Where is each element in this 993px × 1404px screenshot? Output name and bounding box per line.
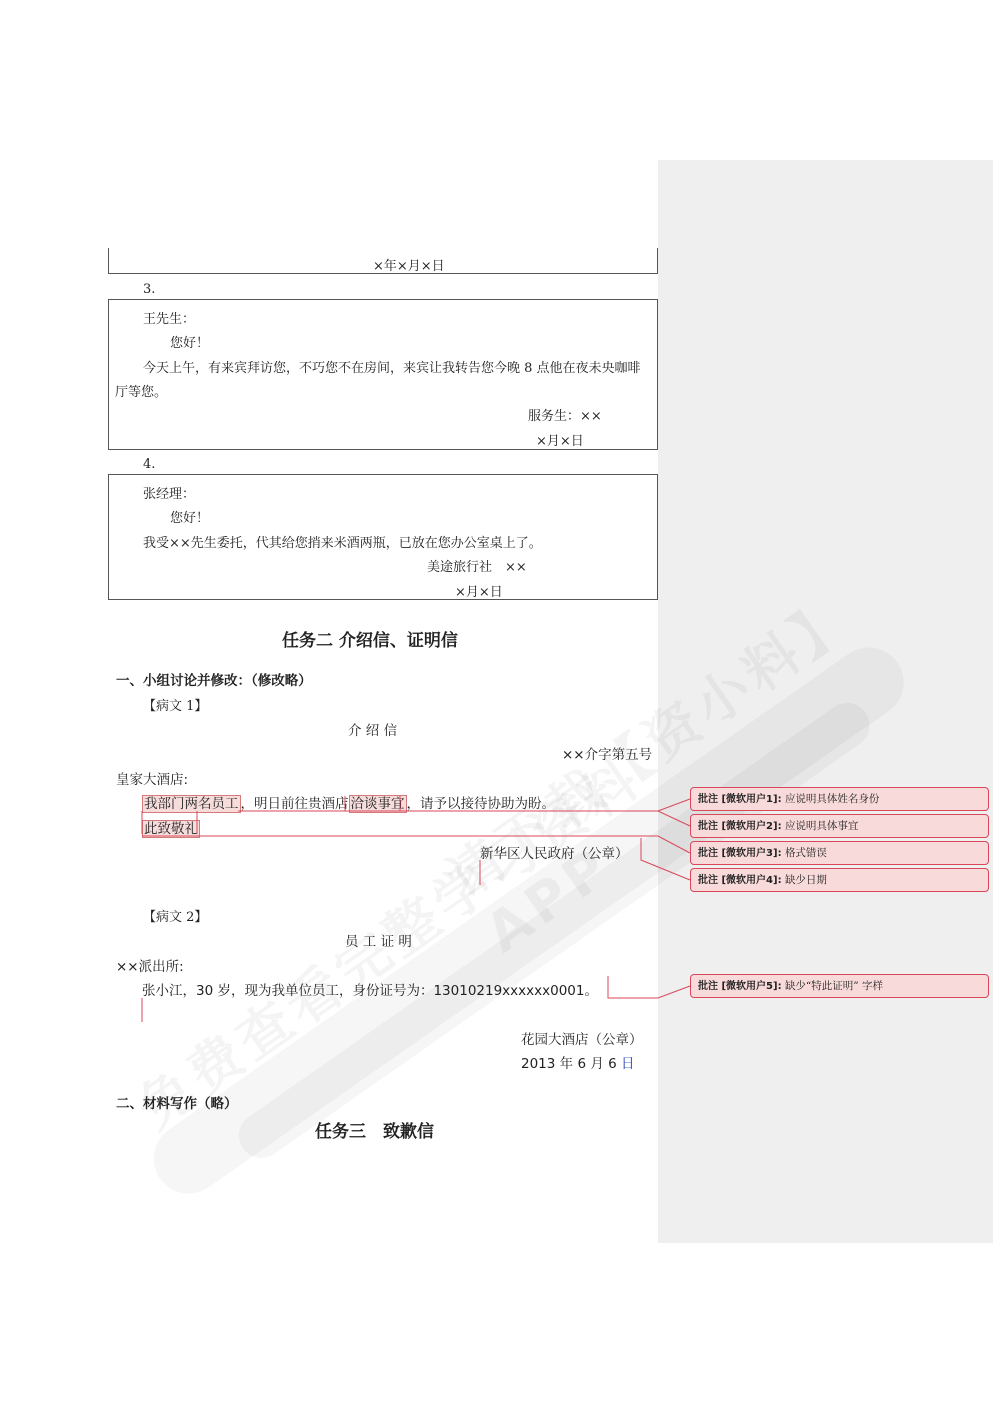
comment-anchor-1[interactable]: 我部门两名员工 (144, 796, 239, 812)
section-1-title: 一、小组讨论并修改：（修改略） (116, 673, 312, 689)
comment-balloon-2[interactable]: 批注 [微软用户2]: 应说明具体事宜 (690, 814, 989, 838)
task-2-title: 任务二 介绍信、证明信 (282, 631, 458, 651)
comment-anchor-2[interactable]: 洽谈事宜 (350, 796, 405, 812)
case-1-reference-number: ××介字第五号 (562, 747, 653, 763)
letter-4-body: 我受××先生委托，代其给您捎来米酒两瓶，已放在您办公室桌上了。 (143, 536, 542, 551)
letter-4-greeting: 您好！ (170, 511, 210, 526)
revision-inserted-text: 日 (621, 1056, 635, 1072)
comment-balloon-5[interactable]: 批注 [微软用户5]: 缺少“特此证明” 字样 (690, 974, 989, 998)
comment-balloon-3[interactable]: 批注 [微软用户3]: 格式错误 (690, 841, 989, 865)
case-2-body: 张小江，30 岁，现为我单位员工，身份证号为：13010219xxxxxx0001。 (142, 983, 598, 999)
case-1-issuer: 新华区人民政府（公章） (480, 846, 629, 862)
section-2-title: 二、材料写作（略） (116, 1096, 238, 1112)
letter-3-body-line-2: 厅等您。 (115, 385, 168, 400)
letter-4-signature: 美途旅行社 ×× (427, 560, 527, 575)
letter-3-greeting: 您好！ (170, 336, 210, 351)
letter-3-body-line-1: 今天上午，有来宾拜访您，不巧您不在房间，来宾让我转告您今晚 8 点他在夜未央咖啡 (143, 361, 641, 376)
comment-balloon-1[interactable]: 批注 [微软用户1]: 应说明具体姓名身份 (690, 787, 989, 811)
case-1-label: 【病文 1】 (143, 699, 208, 714)
comment-anchor-3[interactable]: 此致敬礼 (144, 821, 198, 837)
letter-3-date: ×月×日 (536, 434, 584, 449)
case-2-date: 2013 年 6 月 6 日 (521, 1056, 635, 1072)
letter-4-date: ×月×日 (455, 585, 503, 600)
letter-2-date: ×年×月×日 (373, 259, 445, 274)
case-1-heading: 介 绍 信 (348, 723, 398, 739)
case-1-body: 我部门两名员工 ，明日前往贵酒店 洽谈事宜 ，请予以接待协助为盼。 (144, 796, 555, 812)
letter-3-salutation: 王先生： (143, 312, 196, 327)
case-2-addressee: ××派出所: (116, 959, 184, 975)
case-2-issuer: 花园大酒店（公章） (521, 1032, 643, 1048)
case-2-label: 【病文 2】 (143, 910, 208, 925)
case-2-heading: 员 工 证 明 (345, 934, 412, 950)
task-3-title: 任务三 致歉信 (315, 1122, 434, 1142)
item-number-4: 4. (143, 457, 156, 472)
item-number-3: 3. (143, 282, 156, 297)
letter-3-signature: 服务生：×× (528, 409, 602, 424)
comment-balloon-4[interactable]: 批注 [微软用户4]: 缺少日期 (690, 868, 989, 892)
letter-4-salutation: 张经理： (143, 487, 196, 502)
case-1-addressee: 皇家大酒店: (116, 772, 189, 788)
